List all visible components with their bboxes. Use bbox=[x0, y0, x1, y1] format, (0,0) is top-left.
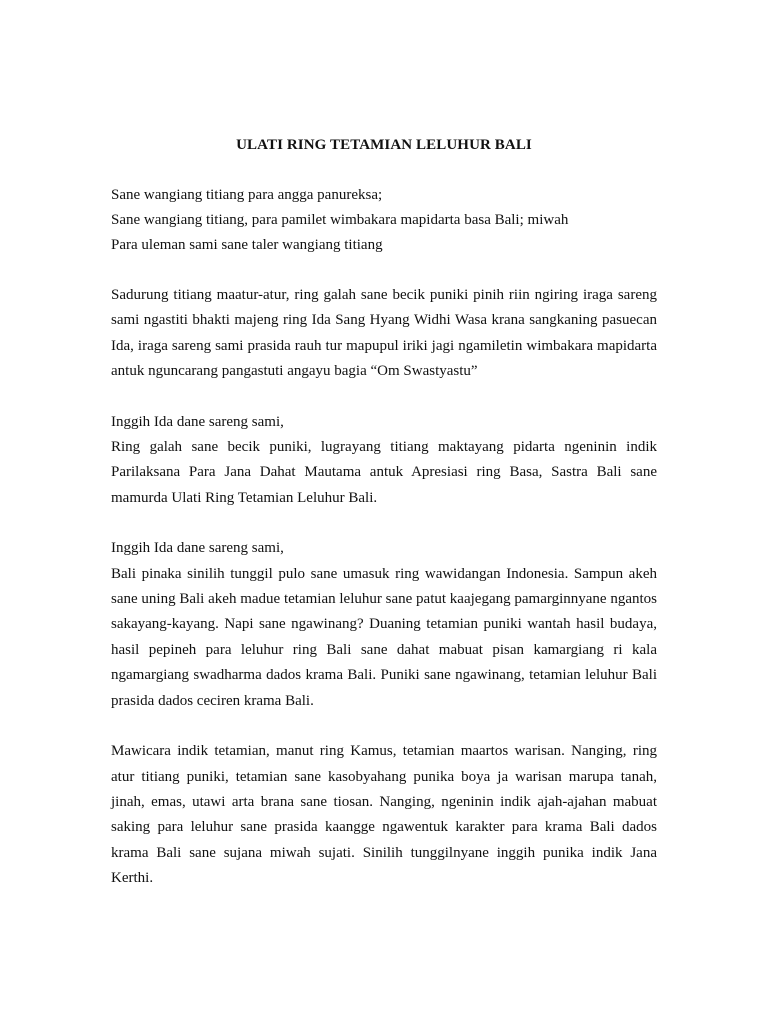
salutation-line: Sane wangiang titiang para angga panureksa; bbox=[111, 187, 383, 203]
body-paragraph bbox=[111, 536, 657, 714]
document-title: ULATI RING TETAMIAN LELUHUR BALI bbox=[236, 137, 532, 153]
salutation-line: Sane wangiang titiang, para pamilet wimbakara mapidarta basa Bali; miwah bbox=[111, 212, 569, 228]
paragraph-text: Bali pinaka sinilih tunggil pulo sane umasuk ring wawidangan Indonesia. Sampun akeh sane uning Bali akeh madue tetamian leluhur sane patut kaajegang pamarginnyane ngantos sakayang-kayang. Napi sane ngawinang? Duaning tetamian puniki wantah hasil budaya, hasil pepineh para leluhur ring Bali sane dahat mabuat pisan kamargiang ri kala ngamargiang swadharma dados krama Bali. Puniki sane ngawinang, tetamian leluhur Bali prasida dados ceciren krama Bali. bbox=[111, 565, 657, 709]
salutation-line: Para uleman sami sane taler wangiang titiang bbox=[111, 237, 383, 253]
body-paragraph bbox=[111, 410, 657, 512]
body-paragraph bbox=[111, 739, 657, 891]
paragraph-text: Sadurung titiang maatur-atur, ring galah sane becik puniki pinih riin ngiring iraga sareng sami ngastiti bhakti majeng ring Ida Sang Hyang Widhi Wasa krana sangkaning pasuecan Ida, iraga sareng sami prasida rauh tur mapupul iriki jagi ngamiletin wimbakara mapidarta antuk nguncarang pangastuti angayu bagia “Om Swastyastu” bbox=[111, 287, 657, 380]
body-paragraph bbox=[111, 283, 657, 385]
document-page bbox=[111, 133, 657, 917]
paragraph-text: Ring galah sane becik puniki, lugrayang titiang maktayang pidarta ngeninin indik Parilaksana Para Jana Dahat Mautama antuk Apresiasi ring Basa, Sastra Bali sane mamurda Ulati Ring Tetamian Leluhur Bali. bbox=[111, 439, 657, 506]
paragraph-lead: Inggih Ida dane sareng sami, bbox=[111, 413, 284, 430]
paragraph-text: Mawicara indik tetamian, manut ring Kamus, tetamian maartos warisan. Nanging, ring atur titiang puniki, tetamian sane kasobyahang punika boya ja warisan marupa tanah, jinah, emas, utawi arta brana sane tiosan. Nanging, ngeninin indik ajah-ajahan mabuat saking para leluhur sane prasida kaangge ngawentuk karakter para krama Bali dados krama Bali sane sujana miwah sujati. Sinilih tunggilnyane inggih punika indik Jana Kerthi. bbox=[111, 743, 657, 887]
salutation-block bbox=[111, 183, 657, 258]
paragraph-lead: Inggih Ida dane sareng sami, bbox=[111, 540, 284, 557]
